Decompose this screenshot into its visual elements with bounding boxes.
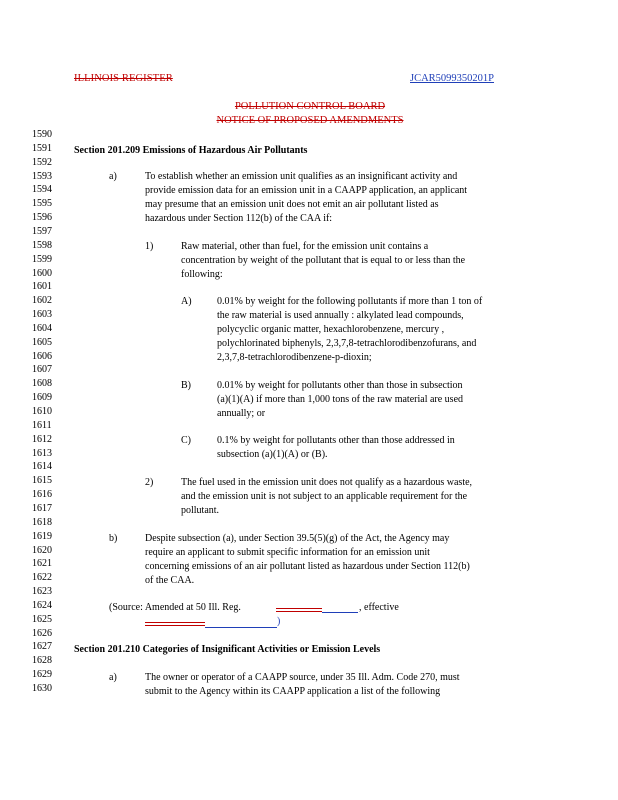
line-number: 1612: [32, 433, 52, 445]
subsection-a2-line: pollutant.: [181, 505, 220, 516]
subsection-a-line: provide emission data for an emission unit in a CAAPP application, an applicant: [145, 185, 468, 196]
line-number: 1590: [32, 129, 52, 140]
subsection-a-label: a): [109, 672, 117, 683]
line-number: 1623: [32, 586, 52, 597]
subsection-a-label: a): [109, 171, 117, 182]
line-number: 1606: [32, 350, 52, 362]
inserted-blank-1: [322, 612, 358, 613]
deleted-blank-1b: [276, 611, 322, 612]
subsection-b-line: of the CAA.: [145, 575, 195, 586]
jcar-code: JCAR5099350201P: [410, 73, 495, 84]
line-number: 1596: [32, 212, 52, 224]
line-number: 1618: [32, 516, 52, 528]
subsection-C-line: 0.1% by weight for pollutants other than those addressed in: [217, 435, 455, 446]
line-number: 1598: [32, 239, 52, 251]
subsection-A-line: the raw material is used annually : alkylated lead compounds,: [217, 310, 464, 321]
section-heading-201-210: Section 201.210 Categories of Insignificant Activities or Emission Levels: [74, 644, 381, 655]
line-number: 1628: [32, 655, 52, 667]
line-number: 1629: [32, 669, 52, 681]
board-title: POLLUTION CONTROL BOARD: [234, 101, 386, 112]
subsection-a1-line: following:: [181, 269, 223, 280]
subsection-a1-label: 1): [145, 241, 154, 252]
line-number: 1609: [32, 392, 52, 404]
line-number: 1601: [32, 281, 52, 293]
subsection-b-line: require an applicant to submit specific information for an emission unit: [145, 547, 430, 558]
subsection-A-line: polycyclic organic matter, hexachlorobenzene, mercury ,: [217, 324, 445, 335]
line-number: 1604: [32, 322, 52, 334]
source-close-paren: ): [277, 616, 281, 627]
line-number: 1617: [32, 502, 52, 514]
source-note: (Source: Amended at 50 Ill. Reg.: [109, 602, 241, 613]
line-number: 1599: [32, 253, 52, 265]
subsection-B-line: annually; or: [217, 408, 266, 419]
line-number: 1603: [32, 309, 52, 320]
line-number: 1625: [32, 613, 52, 625]
line-number: 1593: [32, 170, 52, 182]
line-number: 1616: [32, 489, 52, 501]
subsection-a1-line: Raw material, other than fuel, for the emission unit contains a: [181, 241, 429, 252]
inserted-blank-2: [205, 627, 277, 628]
subsection-C-line: subsection (a)(1)(A) or (B).: [217, 449, 328, 460]
line-number: 1630: [32, 683, 52, 694]
line-number: 1619: [32, 530, 52, 542]
source-effective: , effective: [359, 602, 399, 613]
subsection-B-line: 0.01% by weight for pollutants other than those in subsection: [217, 380, 463, 391]
line-number: 1611: [32, 419, 52, 431]
line-number: 1600: [32, 267, 52, 279]
subsection-B-line: (a)(1)(A) if more than 1,000 tons of the raw material are used: [217, 394, 464, 405]
line-number: 1624: [32, 599, 52, 611]
line-number: 1610: [32, 406, 52, 417]
line-number: 1620: [32, 544, 52, 556]
subsection-a-line: hazardous under Section 112(b) of the CAA if:: [145, 213, 333, 224]
subsection-a-line: submit to the Agency within its CAAPP application a list of the following: [145, 686, 441, 697]
subsection-a-line: To establish whether an emission unit qualifies as an insignificant activity and: [145, 171, 458, 182]
subsection-a2-line: The fuel used in the emission unit does not qualify as a hazardous waste,: [181, 477, 473, 488]
subsection-A-line: 0.01% by weight for the following pollutants if more than 1 ton of: [217, 296, 483, 307]
notice-title: NOTICE OF PROPOSED AMENDMENTS: [216, 115, 404, 126]
deleted-blank-1: [276, 608, 322, 609]
subsection-B-label: B): [181, 380, 191, 391]
line-number: 1607: [32, 364, 52, 376]
subsection-A-line: polychlorinated biphenyls, 2,3,7,8-tetrachlorodibenzofurans, and: [217, 338, 477, 349]
subsection-a2-label: 2): [145, 477, 154, 488]
subsection-b-line: Despite subsection (a), under Section 39.5(5)(g) of the Act, the Agency may: [145, 533, 450, 544]
subsection-A-label: A): [181, 296, 192, 307]
line-number: 1622: [32, 572, 52, 584]
subsection-b-line: concerning emissions of an air pollutant listed as hazardous under Section 112(b): [145, 561, 470, 572]
deleted-blank-2: [145, 622, 205, 623]
line-number: 1613: [32, 447, 52, 459]
line-number: 1602: [32, 295, 52, 307]
subsection-C-label: C): [181, 435, 191, 446]
line-number: 1597: [32, 225, 52, 237]
line-number: 1594: [32, 184, 52, 196]
subsection-a2-line: and the emission unit is not subject to an applicable requirement for the: [181, 491, 468, 502]
line-number: 1615: [32, 475, 52, 487]
line-number: 1621: [32, 558, 52, 570]
line-number: 1605: [32, 336, 52, 348]
deleted-blank-2b: [145, 625, 205, 626]
line-number: 1595: [32, 198, 52, 210]
line-number: 1614: [32, 461, 52, 473]
subsection-A-line: 2,3,7,8-tetrachlorodibenzene-p-dioxin;: [217, 352, 372, 363]
subsection-a-line: The owner or operator of a CAAPP source, under 35 Ill. Adm. Code 270, must: [145, 672, 460, 683]
line-number: 1591: [32, 142, 52, 154]
subsection-a1-line: concentration by weight of the pollutant that is equal to or less than the: [181, 255, 466, 266]
line-number: 1627: [32, 641, 52, 653]
line-number: 1608: [32, 378, 52, 390]
subsection-a-line: may presume that an emission unit does not emit an air pollutant listed as: [145, 199, 439, 210]
line-number: 1626: [32, 627, 52, 639]
line-number: 1592: [32, 156, 52, 168]
section-heading-201-209: Section 201.209 Emissions of Hazardous Air Pollutants: [74, 145, 308, 156]
subsection-b-label: b): [109, 533, 118, 544]
register-header: ILLINOIS REGISTER: [74, 73, 173, 84]
